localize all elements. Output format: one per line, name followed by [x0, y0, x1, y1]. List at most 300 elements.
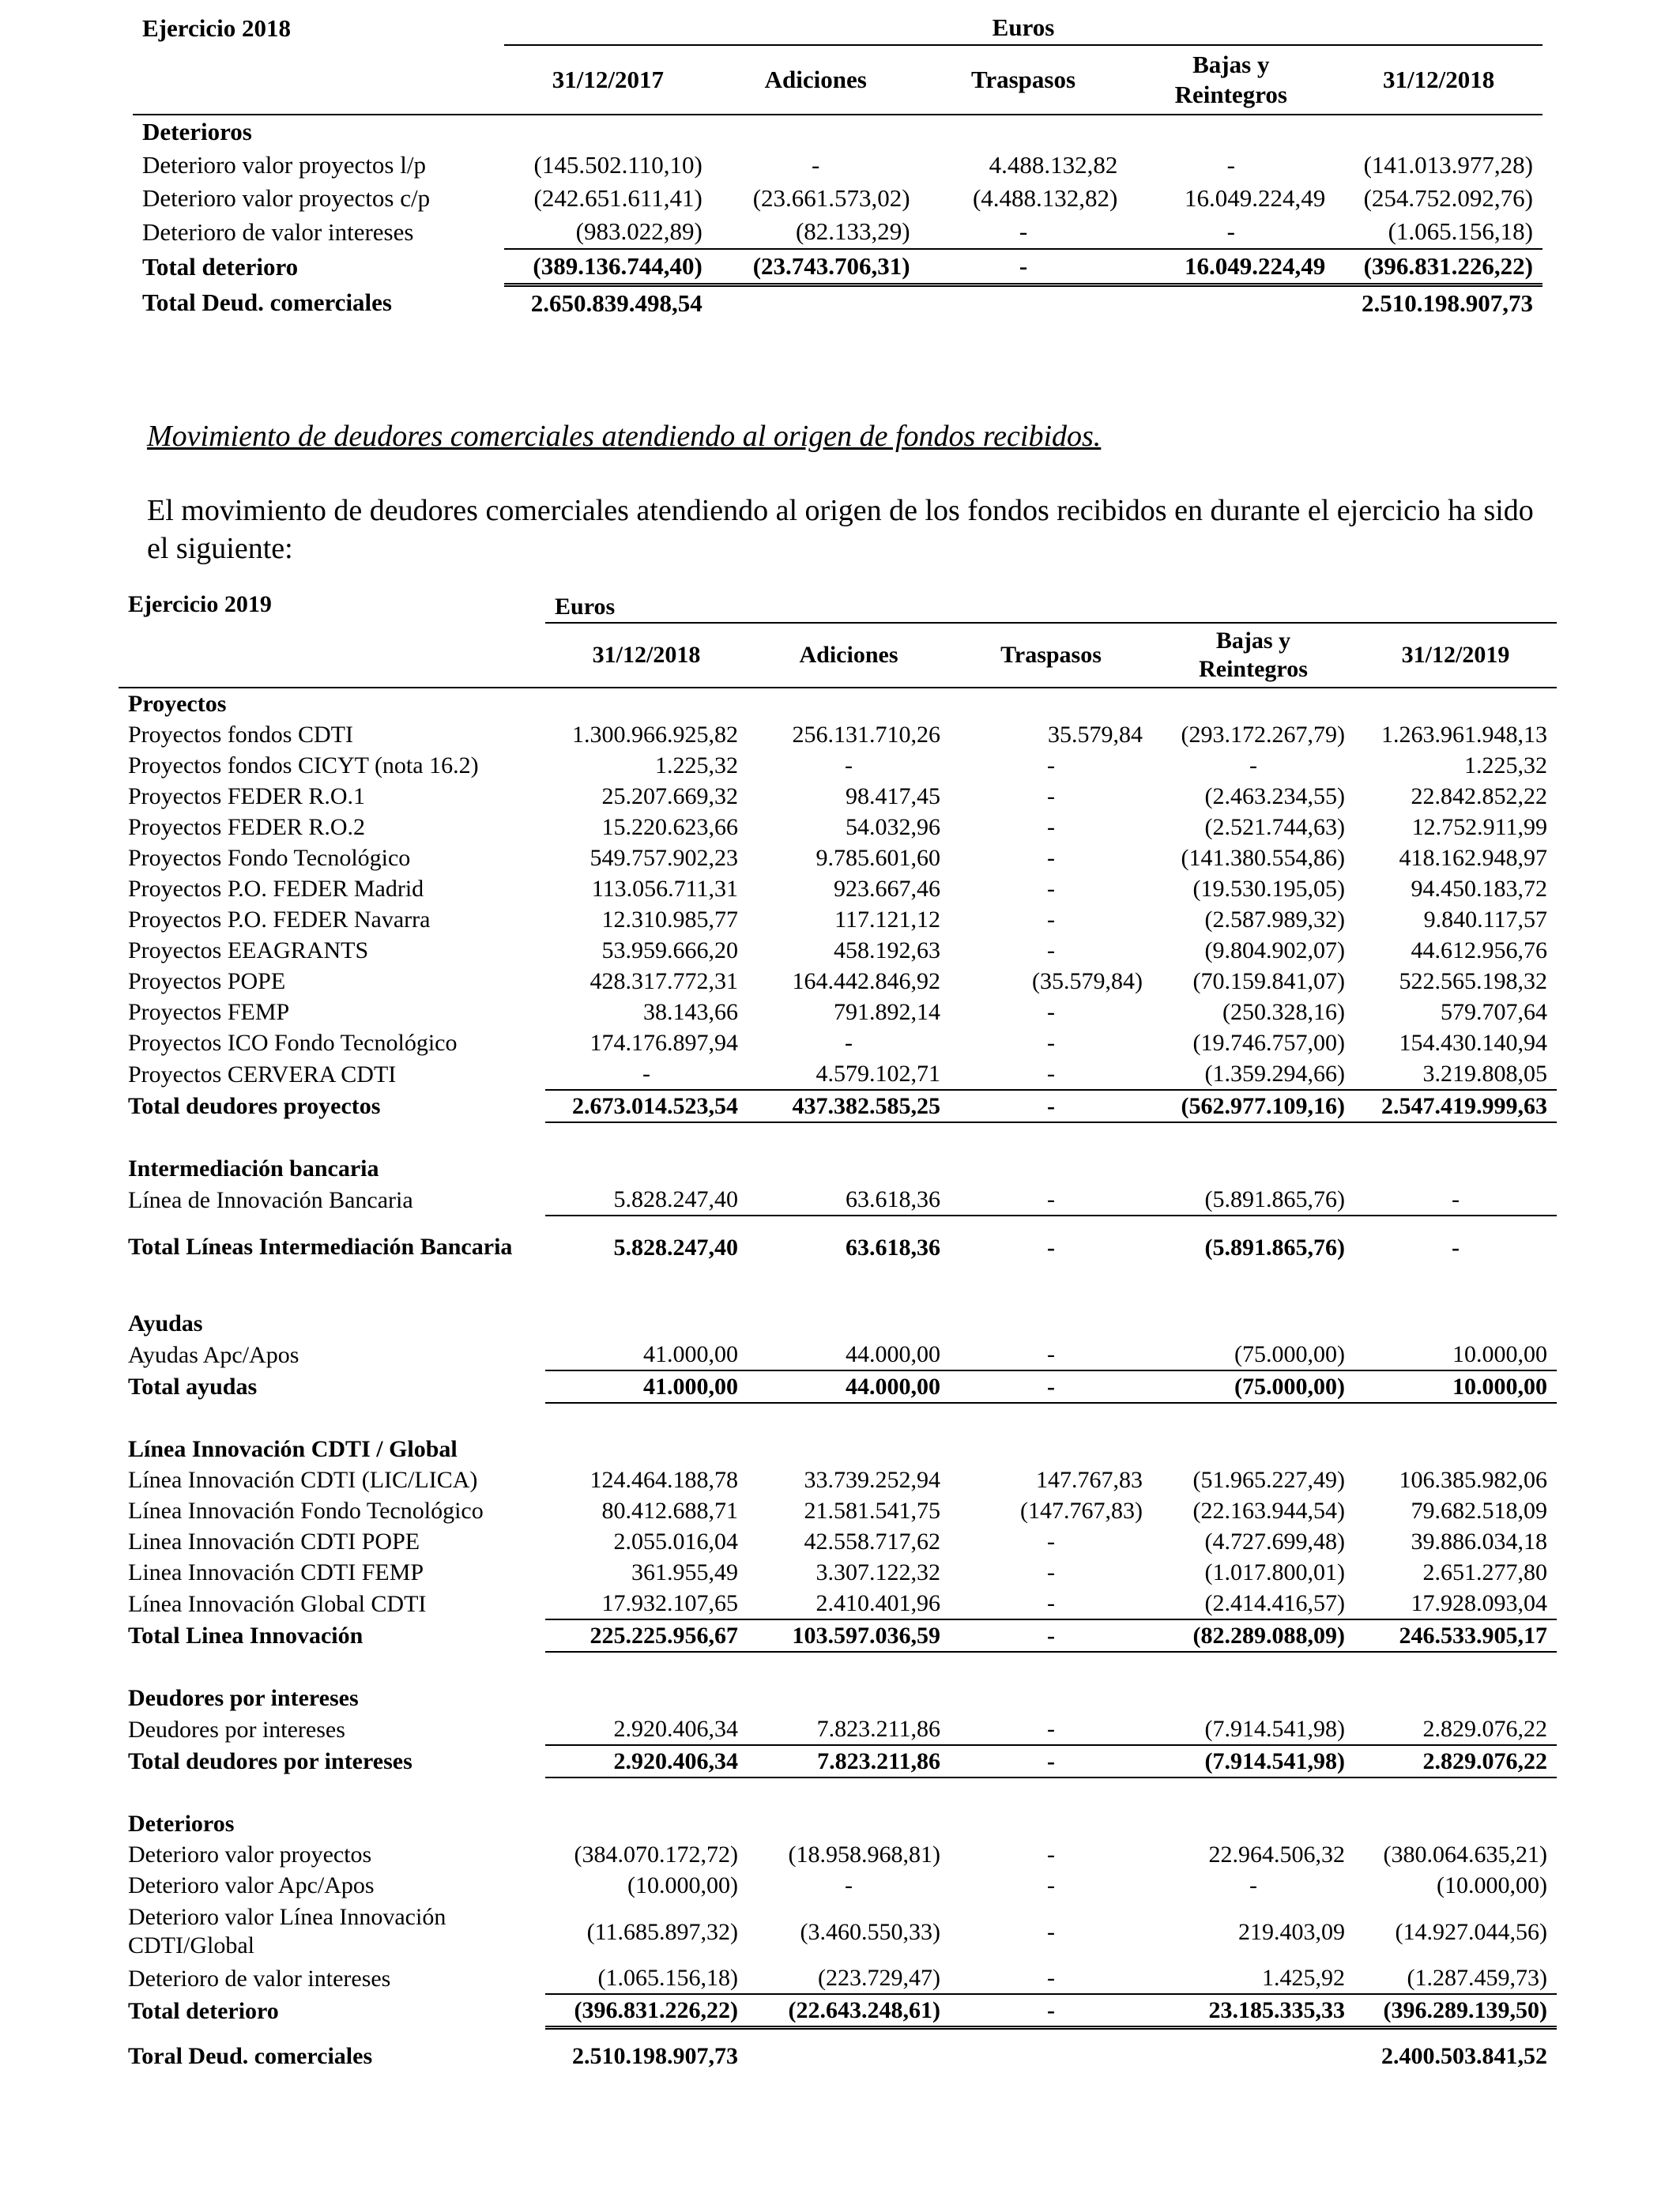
- value-cell: [920, 285, 1128, 321]
- empty-cell: [1354, 1153, 1557, 1184]
- empty-cell: [545, 1777, 748, 1808]
- value-cell: [1127, 285, 1335, 321]
- value-cell: 5.828.247,40: [545, 1184, 748, 1216]
- table-row: [119, 1465, 1557, 1495]
- row-label: Deterioro valor proyectos l/p: [142, 151, 426, 179]
- table-row: [119, 1870, 1557, 1901]
- value-cell: 124.464.188,78: [590, 1467, 738, 1493]
- empty-cell: [950, 1777, 1152, 1808]
- value-cell: -: [1047, 999, 1055, 1025]
- table-row: [119, 1495, 1557, 1526]
- header-spacer: [119, 623, 545, 688]
- value-cell: (396.831.226,22): [545, 1994, 748, 2028]
- value-cell: 113.056.711,31: [591, 876, 738, 902]
- row-label: Proyectos P.O. FEDER Madrid: [128, 876, 424, 902]
- total-row: [119, 1370, 1557, 1403]
- year-label: Ejercicio 2018: [142, 13, 291, 42]
- header-spacer: [133, 45, 504, 115]
- empty-cell: [545, 2028, 748, 2041]
- value-cell: 225.225.956,67: [545, 1619, 748, 1652]
- table-row: [119, 781, 1557, 812]
- value-cell: (1.065.156,18): [1335, 215, 1543, 249]
- value-cell: (75.000,00): [1152, 1370, 1354, 1403]
- empty-cell: [1335, 115, 1543, 149]
- value-cell: -: [1047, 907, 1055, 933]
- value-cell: (5.891.865,76): [1152, 1184, 1354, 1216]
- empty-cell: [1354, 1808, 1557, 1839]
- table-title-row: [133, 11, 1543, 45]
- value-cell: 63.618,36: [748, 1184, 950, 1216]
- value-cell: 80.412.688,71: [601, 1498, 738, 1524]
- row-label: Línea Innovación CDTI (LIC/LICA): [128, 1467, 478, 1493]
- total-row: [119, 1994, 1557, 2028]
- value-cell: (141.013.977,28): [1363, 151, 1534, 179]
- row-label: Línea Innovación Fondo Tecnológico: [128, 1498, 484, 1524]
- empty-cell: [119, 1278, 545, 1308]
- empty-cell: [119, 1122, 545, 1153]
- value-cell: 106.385.982,06: [1399, 1467, 1547, 1493]
- section-header-row: [119, 1308, 1557, 1339]
- value-cell: -: [1047, 1872, 1055, 1898]
- value-cell: 22.842.852,22: [1411, 783, 1547, 809]
- row-label: Proyectos FEMP: [128, 999, 290, 1025]
- empty-cell: [1152, 1683, 1354, 1713]
- empty-cell: [119, 1403, 545, 1434]
- empty-cell: [950, 1808, 1152, 1839]
- value-cell: 1.263.961.948,13: [1381, 722, 1547, 748]
- empty-cell: [748, 1308, 950, 1339]
- value-cell: 2.547.419.999,63: [1354, 1090, 1557, 1122]
- empty-cell: [1354, 2028, 1557, 2041]
- table-row: [133, 149, 1543, 182]
- value-cell: 2.920.406,34: [545, 1713, 748, 1745]
- empty-cell: [1354, 1122, 1557, 1153]
- empty-cell: [1354, 1278, 1557, 1308]
- empty-cell: [1152, 1122, 1354, 1153]
- value-cell: 1.225,32: [655, 752, 738, 778]
- value-cell: 579.707,64: [1441, 999, 1547, 1025]
- table-row: [119, 1058, 1557, 1090]
- empty-cell: [1152, 1808, 1354, 1839]
- value-cell: 7.823.211,86: [748, 1745, 950, 1777]
- row-label: Proyectos EEAGRANTS: [128, 937, 369, 963]
- empty-cell: [1152, 688, 1354, 719]
- row-label: Total deudores proyectos: [128, 1093, 381, 1119]
- empty-cell: [545, 1308, 748, 1339]
- value-cell: -: [1047, 845, 1055, 871]
- value-cell: -: [1127, 215, 1335, 249]
- value-cell: (9.804.902,07): [1204, 937, 1345, 963]
- value-cell: -: [950, 1370, 1152, 1403]
- value-cell: 44.000,00: [748, 1339, 950, 1370]
- empty-cell: [545, 1434, 748, 1465]
- value-cell: 38.143,66: [643, 999, 738, 1025]
- value-cell: -: [1249, 1872, 1257, 1898]
- value-cell: 17.932.107,65: [545, 1588, 748, 1619]
- value-cell: 147.767,83: [1036, 1467, 1143, 1493]
- value-cell: (396.831.226,22): [1335, 249, 1543, 285]
- currency-label: Euros: [504, 11, 1543, 45]
- empty-cell: [1152, 1153, 1354, 1184]
- section-header-row: [119, 1808, 1557, 1839]
- column-header: Bajas y Reintegros: [1152, 623, 1354, 688]
- table-row: [119, 1339, 1557, 1370]
- table-row: [119, 1713, 1557, 1745]
- value-cell: (19.530.195,05): [1192, 876, 1345, 902]
- column-header: 31/12/2019: [1354, 623, 1557, 688]
- empty-cell: [712, 115, 920, 149]
- empty-cell: [748, 1403, 950, 1434]
- empty-cell: [950, 2028, 1152, 2041]
- value-cell: (11.685.897,32): [586, 1918, 738, 1945]
- table-row: [119, 873, 1557, 904]
- value-cell: 16.049.224,49: [1127, 249, 1335, 285]
- value-cell: (147.767,83): [1020, 1498, 1143, 1524]
- value-cell: -: [950, 1745, 1152, 1777]
- row-label: Línea de Innovación Bancaria: [128, 1186, 413, 1213]
- value-cell: 98.417,45: [846, 783, 940, 809]
- row-label: Proyectos CERVERA CDTI: [128, 1061, 397, 1088]
- empty-cell: [119, 2028, 545, 2041]
- value-cell: 9.840.117,57: [1423, 907, 1547, 933]
- grand-total-row: [133, 285, 1543, 321]
- value-cell: (254.752.092,76): [1363, 184, 1534, 212]
- empty-cell: [748, 1777, 950, 1808]
- value-cell: (14.927.044,56): [1395, 1918, 1547, 1945]
- row-label: Deterioro valor Apc/Apos: [128, 1872, 375, 1898]
- section-header-row: [133, 115, 1543, 149]
- empty-cell: [1152, 2028, 1354, 2041]
- value-cell: 9.785.601,60: [816, 845, 940, 871]
- table-row: [119, 1901, 1557, 1962]
- value-cell: 42.558.717,62: [804, 1529, 940, 1555]
- total-row: [119, 1619, 1557, 1652]
- value-cell: -: [1249, 752, 1257, 778]
- empty-cell: [748, 1122, 950, 1153]
- value-cell: 2.055.016,04: [613, 1529, 738, 1555]
- value-cell: 2.510.198.907,73: [572, 2043, 738, 2069]
- value-cell: (19.746.757,00): [1192, 1030, 1345, 1056]
- section-subtitle: Movimiento de deudores comerciales atendiendo al origen de fondos recibidos.: [147, 420, 1102, 453]
- row-label: Deudores por intereses: [128, 1716, 345, 1743]
- row-label: Proyectos P.O. FEDER Navarra: [128, 907, 431, 933]
- value-cell: 35.579,84: [1048, 722, 1143, 748]
- value-cell: -: [1047, 814, 1055, 840]
- empty-cell: [1354, 1683, 1557, 1713]
- value-cell: 54.032,96: [846, 814, 940, 840]
- value-cell: -: [1047, 1842, 1055, 1868]
- section-title: Proyectos: [128, 691, 227, 717]
- empty-cell: [1354, 1652, 1557, 1683]
- value-cell: 219.403,09: [1238, 1918, 1345, 1945]
- value-cell: -: [950, 1090, 1152, 1122]
- table-row: [119, 843, 1557, 873]
- value-cell: 12.752.911,99: [1411, 814, 1547, 840]
- value-cell: 2.400.503.841,52: [1381, 2043, 1547, 2069]
- value-cell: -: [1047, 752, 1055, 778]
- value-cell: (23.743.706,31): [712, 249, 920, 285]
- value-cell: -: [950, 1713, 1152, 1745]
- empty-cell: [1152, 1777, 1354, 1808]
- row-label: Linea Innovación CDTI FEMP: [128, 1559, 424, 1585]
- row-label: Proyectos FEDER R.O.2: [128, 814, 365, 840]
- empty-cell: [748, 688, 950, 719]
- value-cell: 1.225,32: [1464, 752, 1547, 778]
- value-cell: (22.643.248,61): [748, 1994, 950, 2028]
- spacer-row: [119, 1122, 1557, 1153]
- value-cell: (35.579,84): [1032, 968, 1143, 994]
- value-cell: 44.612.956,76: [1411, 937, 1547, 963]
- value-cell: -: [950, 1588, 1152, 1619]
- value-cell: (242.651.611,41): [533, 184, 703, 212]
- value-cell: 2.920.406,34: [545, 1745, 748, 1777]
- section-header-row: [119, 688, 1557, 719]
- value-cell: -: [1226, 151, 1235, 179]
- row-label: Total deudores por intereses: [128, 1748, 412, 1774]
- row-label: Proyectos fondos CICYT (nota 16.2): [128, 752, 479, 778]
- value-cell: (1.287.459,73): [1354, 1962, 1557, 1994]
- value-cell: 164.442.846,92: [792, 968, 940, 994]
- value-cell: (75.000,00): [1152, 1339, 1354, 1370]
- value-cell: -: [1047, 937, 1055, 963]
- value-cell: (7.914.541,98): [1152, 1713, 1354, 1745]
- table-row: [119, 935, 1557, 966]
- section-header-row: [119, 1153, 1557, 1184]
- value-cell: 4.579.102,71: [748, 1058, 950, 1090]
- value-cell: (1.359.294,66): [1152, 1058, 1354, 1090]
- value-cell: (7.914.541,98): [1152, 1745, 1354, 1777]
- column-header: 31/12/2018: [545, 623, 748, 688]
- value-cell: 23.185.335,33: [1152, 1994, 1354, 2028]
- empty-cell: [950, 1683, 1152, 1713]
- spacer-row: [119, 1403, 1557, 1434]
- value-cell: (1.065.156,18): [545, 1962, 748, 1994]
- section-title: Ayudas: [128, 1310, 203, 1336]
- empty-cell: [950, 1122, 1152, 1153]
- section-title: Deterioros: [142, 118, 252, 145]
- empty-cell: [920, 115, 1128, 149]
- value-cell: -: [950, 1962, 1152, 1994]
- value-cell: -: [1452, 1234, 1460, 1261]
- value-cell: -: [845, 1030, 853, 1056]
- empty-cell: [950, 1153, 1152, 1184]
- grand-total-row: [119, 2041, 1557, 2071]
- value-cell: (82.133,29): [712, 215, 920, 249]
- value-cell: 94.450.183,72: [1411, 876, 1547, 902]
- value-cell: (3.460.550,33): [800, 1918, 940, 1945]
- value-cell: 246.533.905,17: [1354, 1619, 1557, 1652]
- table-row: [119, 1027, 1557, 1058]
- table-row: [119, 1184, 1557, 1216]
- empty-cell: [950, 1278, 1152, 1308]
- table-row: [119, 1962, 1557, 1994]
- value-cell: 437.382.585,25: [748, 1090, 950, 1122]
- value-cell: (389.136.744,40): [504, 249, 712, 285]
- section-title: Intermediación bancaria: [128, 1155, 379, 1182]
- empty-cell: [950, 1308, 1152, 1339]
- value-cell: (4.727.699,48): [1204, 1529, 1345, 1555]
- value-cell: (2.463.234,55): [1204, 783, 1345, 809]
- column-header: Traspasos: [950, 623, 1152, 688]
- empty-cell: [1354, 688, 1557, 719]
- value-cell: -: [1047, 1918, 1055, 1945]
- value-cell: -: [1047, 1529, 1055, 1555]
- value-cell: 2.673.014.523,54: [545, 1090, 748, 1122]
- empty-cell: [545, 1403, 748, 1434]
- value-cell: (2.414.416,57): [1152, 1588, 1354, 1619]
- value-cell: (2.587.989,32): [1204, 907, 1345, 933]
- value-cell: 79.682.518,09: [1411, 1498, 1547, 1524]
- value-cell: 522.565.198,32: [1399, 968, 1547, 994]
- value-cell: 174.176.897,94: [590, 1030, 738, 1056]
- row-label: Deterioro valor proyectos c/p: [142, 184, 431, 212]
- row-label: Total Líneas Intermediación Bancaria: [128, 1233, 513, 1260]
- column-header: Adiciones: [712, 45, 920, 115]
- value-cell: 3.219.808,05: [1354, 1058, 1557, 1090]
- empty-cell: [1354, 1777, 1557, 1808]
- empty-cell: [119, 1652, 545, 1683]
- value-cell: 39.886.034,18: [1411, 1529, 1547, 1555]
- value-cell: -: [950, 1058, 1152, 1090]
- value-cell: 2.510.198.907,73: [1362, 289, 1534, 317]
- value-cell: (82.289.088,09): [1152, 1619, 1354, 1652]
- column-header: 31/12/2017: [504, 45, 712, 115]
- empty-cell: [119, 1777, 545, 1808]
- empty-cell: [748, 1434, 950, 1465]
- empty-cell: [545, 1278, 748, 1308]
- value-cell: 418.162.948,97: [1399, 845, 1547, 871]
- empty-cell: [545, 1808, 748, 1839]
- value-cell: -: [950, 1619, 1152, 1652]
- value-cell: (5.891.865,76): [1204, 1234, 1345, 1261]
- empty-cell: [545, 1122, 748, 1153]
- value-cell: [1152, 2041, 1354, 2071]
- table-row: [133, 215, 1543, 249]
- value-cell: (10.000,00): [627, 1872, 738, 1898]
- row-label: Linea Innovación CDTI POPE: [128, 1529, 420, 1555]
- empty-cell: [504, 115, 712, 149]
- table-row: [119, 1588, 1557, 1619]
- value-cell: 2.410.401,96: [748, 1588, 950, 1619]
- value-cell: [748, 2041, 950, 2071]
- row-label: Total deterioro: [142, 252, 299, 281]
- column-header: 31/12/2018: [1335, 45, 1543, 115]
- row-label: Deterioro de valor intereses: [142, 217, 414, 246]
- value-cell: (10.000,00): [1437, 1872, 1547, 1898]
- table-title-row: [119, 591, 1557, 623]
- value-cell: -: [1354, 1184, 1557, 1216]
- table-row: [119, 812, 1557, 843]
- row-label: Proyectos FEDER R.O.1: [128, 783, 365, 809]
- value-cell: 22.964.506,32: [1208, 1842, 1345, 1868]
- value-cell: -: [1047, 1559, 1055, 1585]
- column-header-row: [119, 623, 1557, 688]
- empty-cell: [1354, 1434, 1557, 1465]
- table-ejercicio-2018: [133, 11, 1543, 320]
- value-cell: [712, 285, 920, 321]
- empty-cell: [1152, 1434, 1354, 1465]
- empty-cell: [748, 1683, 950, 1713]
- section-header-row: [119, 1434, 1557, 1465]
- value-cell: 361.955,49: [631, 1559, 738, 1585]
- spacer-row: [119, 1278, 1557, 1308]
- row-label: Proyectos Fondo Tecnológico: [128, 845, 411, 871]
- value-cell: (70.159.841,07): [1192, 968, 1345, 994]
- value-cell: 1.300.966.925,82: [572, 722, 738, 748]
- row-label: Deterioro valor Línea Innovación CDTI/Global: [128, 1904, 446, 1958]
- total-row: [119, 1090, 1557, 1122]
- empty-cell: [748, 1278, 950, 1308]
- empty-cell: [748, 1808, 950, 1839]
- value-cell: [950, 2041, 1152, 2071]
- value-cell: 10.000,00: [1354, 1339, 1557, 1370]
- value-cell: 154.430.140,94: [1399, 1030, 1547, 1056]
- section-title: Deudores por intereses: [128, 1685, 359, 1711]
- table-ejercicio-2019: [119, 591, 1557, 2071]
- value-cell: 117.121,12: [834, 907, 940, 933]
- table-row: [119, 719, 1557, 750]
- value-cell: (51.965.227,49): [1192, 1467, 1345, 1493]
- value-cell: (145.502.110,10): [533, 151, 703, 179]
- empty-cell: [748, 2028, 950, 2041]
- value-cell: 923.667,46: [834, 876, 940, 902]
- total-row: [133, 249, 1543, 285]
- value-cell: -: [950, 1184, 1152, 1216]
- value-cell: 2.651.277,80: [1422, 1559, 1547, 1585]
- value-cell: 7.823.211,86: [748, 1713, 950, 1745]
- empty-cell: [950, 1403, 1152, 1434]
- column-header: Bajas y Reintegros: [1127, 45, 1335, 115]
- value-cell: 44.000,00: [748, 1370, 950, 1403]
- value-cell: 33.739.252,94: [804, 1467, 940, 1493]
- row-label: Total deterioro: [128, 1997, 279, 2024]
- value-cell: -: [920, 249, 1128, 285]
- value-cell: 25.207.669,32: [601, 783, 738, 809]
- empty-cell: [950, 1652, 1152, 1683]
- value-cell: 41.000,00: [545, 1370, 748, 1403]
- row-label: Deterioro valor proyectos: [128, 1842, 372, 1868]
- value-cell: (223.729,47): [748, 1962, 950, 1994]
- value-cell: -: [920, 215, 1128, 249]
- spacer-row: [119, 1777, 1557, 1808]
- empty-cell: [1354, 1308, 1557, 1339]
- value-cell: (1.017.800,01): [1204, 1559, 1345, 1585]
- row-label: Total Deud. comerciales: [142, 288, 392, 316]
- empty-cell: [545, 1683, 748, 1713]
- table-row: [119, 750, 1557, 781]
- total-row: [119, 1745, 1557, 1777]
- value-cell: 4.488.132,82: [989, 151, 1118, 179]
- empty-cell: [1152, 1403, 1354, 1434]
- table-row: [119, 997, 1557, 1027]
- value-cell: (293.172.267,79): [1181, 722, 1345, 748]
- value-cell: -: [812, 151, 820, 179]
- value-cell: -: [845, 1872, 853, 1898]
- value-cell: (22.163.944,54): [1192, 1498, 1345, 1524]
- empty-cell: [1354, 1403, 1557, 1434]
- value-cell: 256.131.710,26: [792, 722, 940, 748]
- intro-paragraph: El movimiento de deudores comerciales atendiendo al origen de los fondos recibidos en durante el ejercicio ha sido el siguiente:: [147, 494, 1534, 565]
- spacer-row: [119, 1652, 1557, 1683]
- table-row: [119, 1557, 1557, 1588]
- value-cell: 17.928.093,04: [1354, 1588, 1557, 1619]
- value-cell: (396.289.139,50): [1354, 1994, 1557, 2028]
- value-cell: 16.049.224,49: [1184, 184, 1326, 212]
- row-label: Toral Deud. comerciales: [128, 2043, 373, 2069]
- value-cell: 791.892,14: [834, 999, 940, 1025]
- empty-cell: [950, 1434, 1152, 1465]
- empty-cell: [545, 1652, 748, 1683]
